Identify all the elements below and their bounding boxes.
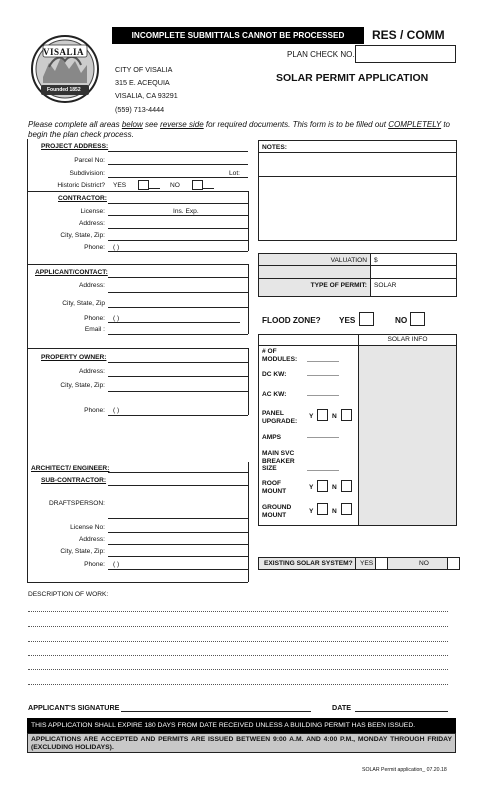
amps-label: AMPS	[262, 434, 282, 441]
plan-check-label: PLAN CHECK NO.	[287, 50, 355, 59]
contractor-license-field[interactable]	[108, 215, 248, 216]
description-line-1[interactable]	[28, 611, 448, 612]
lot-label: Lot:	[229, 170, 240, 177]
contractor-phone-label: Phone:	[84, 244, 105, 251]
plan-check-field[interactable]	[355, 45, 456, 63]
contractor-license-label: License:	[80, 208, 105, 215]
form-title: SOLAR PERMIT APPLICATION	[276, 72, 429, 84]
subdivision-field[interactable]	[108, 177, 248, 178]
ground-y-checkbox[interactable]	[317, 503, 328, 515]
panel-y-label: Y	[309, 413, 314, 420]
applicant-phone-paren: ( )	[113, 315, 120, 322]
applicant-heading: APPLICANT/CONTACT:	[35, 269, 108, 276]
valuation-input-rule-1	[370, 265, 457, 266]
ac-kw-field[interactable]	[307, 395, 339, 396]
banner-text: INCOMPLETE SUBMITTALS CANNOT BE PROCESSED	[131, 31, 345, 40]
roof-n-checkbox[interactable]	[341, 480, 352, 492]
notes-rule-1	[258, 152, 457, 153]
project-address-heading: PROJECT ADDRESS:	[41, 143, 109, 150]
draftsperson-field[interactable]	[108, 518, 248, 519]
subcontractor-field[interactable]	[108, 485, 248, 486]
instr-below: below	[121, 120, 143, 129]
existing-divider	[355, 557, 356, 570]
ground-y-label: Y	[309, 508, 314, 515]
city-seal-logo	[29, 33, 101, 105]
roof-y-checkbox[interactable]	[317, 480, 328, 492]
historic-no-field[interactable]	[203, 188, 214, 189]
ground-mount-label: GROUND MOUNT	[262, 504, 292, 519]
applicant-email-label: Email :	[84, 326, 105, 333]
date-field[interactable]	[355, 711, 448, 712]
panel-n-checkbox[interactable]	[341, 409, 352, 421]
left-bottom-rule	[27, 582, 248, 583]
owner-phone-paren: ( )	[113, 407, 120, 414]
notes-rule-2	[258, 176, 457, 177]
contractor-name-field[interactable]	[108, 203, 248, 204]
applicant-top-rule	[27, 264, 248, 265]
valuation-label: VALUATION	[330, 257, 367, 264]
applicant-csz-field[interactable]	[108, 307, 248, 308]
arch-phone-paren: ( )	[113, 561, 120, 568]
valuation-input-rule-2	[370, 278, 457, 279]
instructions	[28, 120, 458, 139]
flood-zone-label: FLOOD ZONE?	[262, 316, 321, 325]
existing-yes: YES	[360, 560, 374, 567]
historic-label: Historic District?	[57, 182, 105, 189]
roof-mount-label: ROOF MOUNT	[262, 480, 287, 495]
panel-upgrade-label: PANEL UPGRADE:	[262, 410, 298, 425]
city-phone: (559) 713-4444	[115, 105, 165, 114]
applicant-csz-label: City, State, Zip	[62, 300, 105, 307]
contractor-right-rule	[248, 191, 249, 251]
arch-phone-field[interactable]	[108, 569, 248, 570]
existing-solar-label: EXISTING SOLAR SYSTEM?	[264, 560, 353, 567]
draftsperson-label: DRAFTSPERSON:	[48, 500, 105, 507]
instr-reverse: reverse side	[160, 120, 204, 129]
description-line-5[interactable]	[28, 669, 448, 670]
description-line-2[interactable]	[28, 626, 448, 627]
historic-yes-box[interactable]	[138, 180, 149, 190]
applicant-name-field[interactable]	[108, 277, 248, 278]
permit-type-value[interactable]: SOLAR	[374, 282, 397, 289]
project-address-line[interactable]	[108, 151, 248, 152]
historic-yes-field[interactable]	[149, 188, 160, 189]
owner-right-rule	[248, 348, 249, 415]
existing-no-checkbox[interactable]	[447, 557, 460, 570]
arch-address-label: Address:	[78, 536, 105, 543]
architect-field[interactable]	[108, 472, 248, 473]
flood-no-label: NO	[395, 316, 408, 325]
owner-csz-label: City, State, Zip:	[60, 382, 105, 389]
solar-shade	[359, 346, 456, 525]
solar-info-header: SOLAR INFO	[387, 336, 428, 343]
dc-kw-field[interactable]	[307, 375, 339, 376]
contractor-address-field[interactable]	[108, 228, 248, 229]
owner-address-label: Address:	[78, 368, 105, 375]
hours-banner: APPLICATIONS ARE ACCEPTED AND PERMITS ARE ISSUED BETWEEN 9:00 A.M. AND 4:00 P.M., MONDAY THROUGH FRIDAY (EXCLUDING HOLIDAYS).	[27, 733, 456, 753]
roof-n-label: N	[332, 484, 337, 491]
roof-y-label: Y	[309, 484, 314, 491]
signature-label: APPLICANT'S SIGNATURE	[28, 703, 120, 712]
architect-heading: ARCHITECT/ ENGINEER:	[31, 465, 110, 472]
historic-no-box[interactable]	[192, 180, 203, 190]
description-label: DESCRIPTION OF WORK:	[28, 591, 109, 598]
contractor-csz-label: City, State, Zip:	[60, 232, 105, 239]
signature-field[interactable]	[121, 711, 311, 712]
applicant-address-field[interactable]	[108, 292, 248, 293]
flood-yes-checkbox[interactable]	[359, 312, 374, 326]
contractor-top-rule	[27, 191, 248, 192]
dc-kw-label: DC KW:	[262, 371, 287, 378]
instr-p3: for required documents. This form is to be filled out	[203, 120, 389, 129]
arch-phone-label: Phone:	[84, 561, 105, 568]
city-street: 315 E. ACEQUIA	[115, 78, 170, 87]
owner-top-rule	[27, 348, 248, 349]
owner-phone-field[interactable]	[108, 415, 248, 416]
seal-city-name: VISALIA	[43, 47, 85, 57]
contractor-ins-exp: Ins. Exp.	[173, 208, 199, 215]
main-breaker-field[interactable]	[307, 470, 339, 471]
description-line-6[interactable]	[28, 684, 448, 685]
applicant-right-rule	[248, 264, 249, 334]
left-border	[27, 139, 28, 582]
contractor-csz-field[interactable]	[108, 240, 248, 241]
form-version: SOLAR Permit application_ 07.20.18	[362, 767, 447, 773]
owner-csz-field[interactable]	[108, 391, 248, 392]
contractor-heading: CONTRACTOR:	[58, 195, 107, 202]
flood-yes-label: YES	[339, 316, 356, 325]
owner-address-field[interactable]	[108, 376, 248, 377]
city-csz: VISALIA, CA 93291	[115, 91, 178, 100]
valuation-currency[interactable]: $	[374, 257, 378, 264]
permit-type-label: TYPE OF PERMIT:	[310, 282, 367, 289]
parcel-field[interactable]	[108, 164, 248, 165]
existing-no: NO	[419, 560, 429, 567]
contractor-address-label: Address:	[78, 220, 105, 227]
subcontractor-heading: SUB-CONTRACTOR:	[41, 477, 107, 484]
arch-csz-field[interactable]	[108, 556, 248, 557]
instr-p2: see	[142, 120, 161, 129]
city-name: CITY OF VISALIA	[115, 65, 173, 74]
ground-n-label: N	[332, 508, 337, 515]
contractor-phone-field[interactable]	[108, 251, 248, 252]
applicant-phone-label: Phone:	[84, 315, 105, 322]
owner-name-field[interactable]	[108, 362, 248, 363]
description-line-3[interactable]	[28, 641, 448, 642]
applicant-phone-field[interactable]	[108, 322, 240, 323]
res-comm-label: RES / COMM	[372, 28, 445, 42]
parcel-label: Parcel No:	[74, 157, 105, 164]
panel-y-checkbox[interactable]	[317, 409, 328, 421]
valuation-input-bg	[371, 254, 456, 296]
owner-heading: PROPERTY OWNER:	[41, 354, 107, 361]
ground-n-checkbox[interactable]	[341, 503, 352, 515]
expire-text: THIS APPLICATION SHALL EXPIRE 180 DAYS FROM DATE RECEIVED UNLESS A BUILDING PERMIT HAS BEEN ISSUED.	[31, 722, 416, 729]
main-breaker-label: MAIN SVC BREAKER SIZE	[262, 450, 295, 472]
instr-completely: COMPLETELY	[388, 120, 442, 129]
amps-field[interactable]	[307, 437, 339, 438]
modules-field[interactable]	[307, 361, 339, 362]
architect-right-rule	[248, 462, 249, 582]
flood-no-checkbox[interactable]	[410, 312, 425, 326]
instr-p1: Please complete all areas	[28, 120, 122, 129]
seal-founded: Founded 1852	[47, 87, 81, 93]
arch-csz-label: City, State, Zip:	[60, 548, 105, 555]
date-label: DATE	[332, 703, 352, 712]
applicant-email-field[interactable]	[108, 334, 248, 335]
owner-phone-label: Phone:	[84, 407, 105, 414]
existing-yes-checkbox[interactable]	[375, 557, 388, 570]
ac-kw-label: AC KW:	[262, 391, 287, 398]
license-no-label: License No:	[70, 524, 105, 531]
description-line-4[interactable]	[28, 655, 448, 656]
modules-label: # OF MODULES:	[262, 348, 298, 363]
panel-n-label: N	[332, 413, 337, 420]
instr-p4: to begin the plan check process.	[28, 120, 451, 139]
notes-box[interactable]	[258, 140, 457, 241]
historic-yes: YES	[113, 182, 127, 189]
notes-label: NOTES:	[262, 144, 287, 151]
arch-address-field[interactable]	[108, 544, 248, 545]
license-no-field[interactable]	[108, 532, 248, 533]
subdivision-label: Subdivision:	[69, 170, 105, 177]
historic-no: NO	[170, 182, 180, 189]
applicant-address-label: Address:	[78, 282, 105, 289]
contractor-phone-paren: ( )	[113, 244, 120, 251]
